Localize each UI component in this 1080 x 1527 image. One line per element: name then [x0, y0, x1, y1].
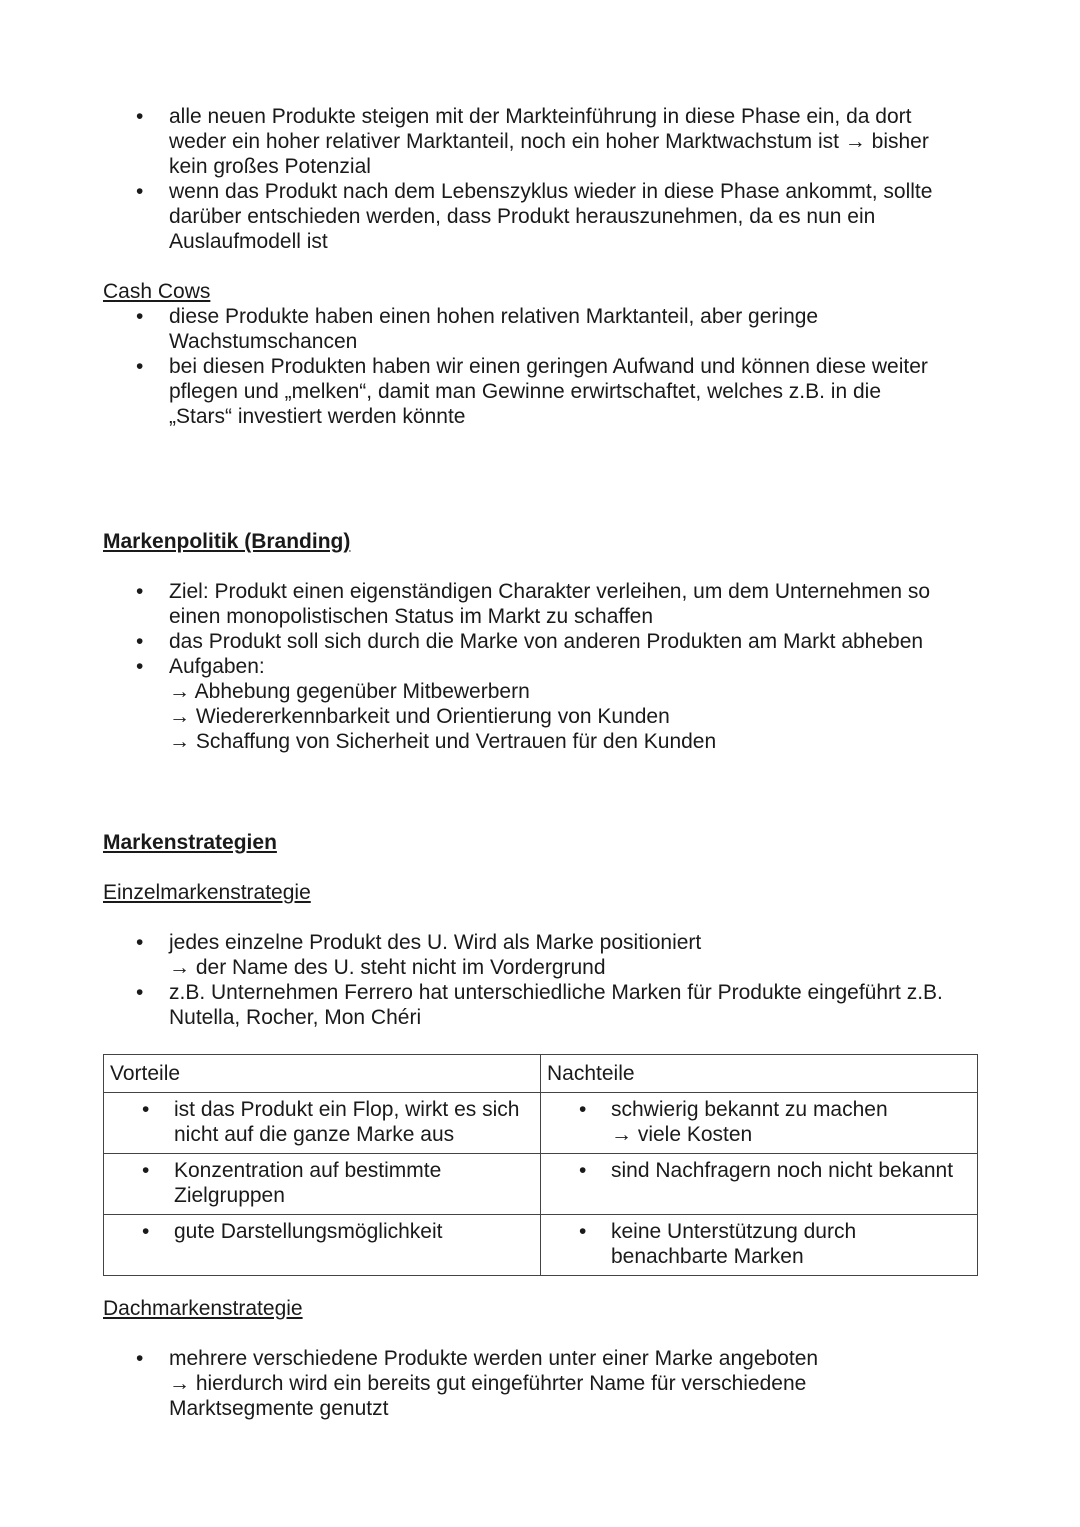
line: nicht auf die ganze Marke aus [174, 1123, 455, 1146]
line: • das Produkt soll sich durch die Marke von anderen Produkten am Markt abheben [169, 630, 924, 653]
line: → Wiedererkennbarkeit und Orientierung von Kunden [169, 705, 670, 728]
line: darüber entschieden werden, dass Produkt herauszunehmen, da es nun ein [169, 205, 876, 228]
line: • gute Darstellungsmöglichkeit [174, 1220, 443, 1243]
einzelmarkenstrategie-heading: Einzelmarkenstrategie [103, 881, 311, 904]
table-header-row [104, 1055, 978, 1093]
line: benachbarte Marken [611, 1245, 804, 1268]
line: • Konzentration auf bestimmte [174, 1159, 442, 1182]
markenstrategien-section [103, 830, 983, 1030]
markenpolitik-heading: Markenpolitik (Branding) [103, 530, 351, 553]
vorteile-header: Vorteile [104, 1055, 541, 1093]
list-item [103, 980, 983, 1030]
list-item [110, 1219, 534, 1244]
line: → Schaffung von Sicherheit und Vertrauen für den Kunden [169, 730, 717, 753]
line: • z.B. Unternehmen Ferrero hat unterschiedliche Marken für Produkte eingeführt z.B. [169, 981, 943, 1004]
list-item [103, 179, 983, 254]
line: • bei diesen Produkten haben wir einen geringen Aufwand und können diese weiter [169, 355, 928, 378]
line: • Ziel: Produkt einen eigenständigen Charakter verleihen, um dem Unternehmen so [169, 580, 931, 603]
intro-bullet-list [103, 104, 983, 254]
line: • sind Nachfragern noch nicht bekannt [611, 1159, 954, 1182]
nachteil-cell [541, 1215, 978, 1276]
list-item [103, 654, 983, 754]
line: kein großes Potenzial [169, 155, 371, 178]
markenpolitik-bullet-list [103, 579, 983, 754]
line: „Stars“ investiert werden könnte [169, 405, 466, 428]
list-item [103, 629, 983, 654]
line: pflegen und „melken“, damit man Gewinne erwirtschaftet, welches z.B. in die [169, 380, 882, 403]
intro-section [103, 104, 983, 254]
line: → der Name des U. steht nicht im Vordergrund [169, 956, 606, 979]
table-row [104, 1154, 978, 1215]
line: Zielgruppen [174, 1184, 285, 1207]
line: → viele Kosten [611, 1123, 753, 1146]
line: Nutella, Rocher, Mon Chéri [169, 1006, 422, 1029]
list-item [103, 930, 983, 980]
line: • alle neuen Produkte steigen mit der Markteinführung in diese Phase ein, da dort [169, 105, 912, 128]
nachteil-cell [541, 1154, 978, 1215]
markenstrategien-heading: Markenstrategien [103, 831, 277, 854]
dachmarken-section [103, 1296, 983, 1421]
line: • jedes einzelne Produkt des U. Wird als Marke positioniert [169, 931, 702, 954]
dachmarken-bullet-list [103, 1346, 983, 1421]
line: • keine Unterstützung durch [611, 1220, 857, 1243]
list-item [547, 1158, 971, 1183]
list-item [103, 354, 983, 429]
list-item [547, 1097, 971, 1147]
dachmarkenstrategie-heading: Dachmarkenstrategie [103, 1297, 303, 1320]
cash-cows-section [103, 279, 983, 429]
vorteil-cell [104, 1154, 541, 1215]
list-item [103, 579, 983, 629]
markenpolitik-section [103, 529, 983, 754]
line: • Aufgaben: [169, 655, 265, 678]
list-item [103, 1346, 983, 1421]
list-item [103, 304, 983, 354]
list-item [110, 1097, 534, 1147]
line: einen monopolistischen Status im Markt zu schaffen [169, 605, 654, 628]
line: → hierdurch wird ein bereits gut eingeführter Name für verschiedene [169, 1372, 807, 1395]
line: • mehrere verschiedene Produkte werden unter einer Marke angeboten [169, 1347, 819, 1370]
cash-cows-bullet-list [103, 304, 983, 429]
line: • wenn das Produkt nach dem Lebenszyklus wieder in diese Phase ankommt, sollte [169, 180, 933, 203]
cash-cows-heading: Cash Cows [103, 280, 211, 303]
einzelmarken-bullet-list [103, 930, 983, 1030]
line: Auslaufmodell ist [169, 230, 328, 253]
table-row [104, 1215, 978, 1276]
nachteile-header: Nachteile [541, 1055, 978, 1093]
line: • schwierig bekannt zu machen [611, 1098, 888, 1121]
line: Marktsegmente genutzt [169, 1397, 389, 1420]
list-item [110, 1158, 534, 1208]
nachteil-cell [541, 1093, 978, 1154]
line: • ist das Produkt ein Flop, wirkt es sich [174, 1098, 520, 1121]
list-item [547, 1219, 971, 1269]
vorteil-cell [104, 1215, 541, 1276]
list-item [103, 104, 983, 179]
table-row [104, 1093, 978, 1154]
line: Wachstumschancen [169, 330, 358, 353]
vorteil-cell [104, 1093, 541, 1154]
line: → Abhebung gegenüber Mitbewerbern [169, 680, 530, 703]
line: weder ein hoher relativer Marktanteil, noch ein hoher Marktwachstum ist → bisher [169, 130, 929, 153]
vor-nachteile-table [103, 1054, 978, 1276]
line: • diese Produkte haben einen hohen relativen Marktanteil, aber geringe [169, 305, 819, 328]
